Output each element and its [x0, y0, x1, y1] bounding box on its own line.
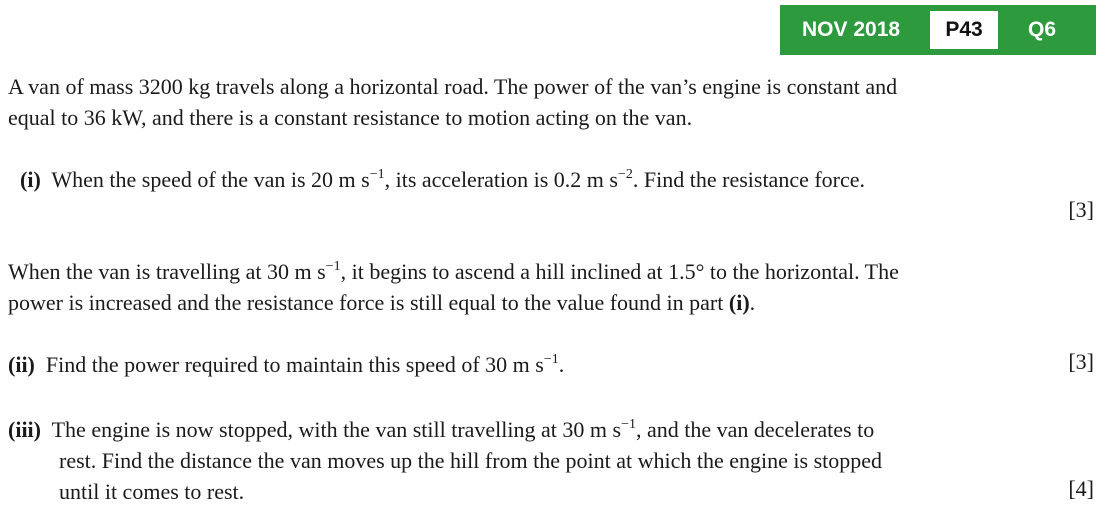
part-iii-label: (iii) [8, 417, 41, 442]
context-line-1: When the van is travelling at 30 m $s^{-1}$, it begins to ascend a hill inclined at 1.5° to the horizontal. The [8, 259, 899, 284]
part-iii-question [8, 414, 1098, 507]
part-iii-marks: [4] [1068, 476, 1094, 501]
part-ii-label: (ii) [8, 352, 35, 377]
part-iii-line-1: (iii) The engine is now stopped, with the van still travelling at 30 m $s^{-1}$, and the van decelerates to [8, 417, 875, 442]
exam-session: NOV 2018 [802, 18, 901, 41]
context-paragraph [8, 256, 1098, 318]
part-i-question [20, 164, 865, 195]
unit-exponent: −2 [617, 167, 633, 182]
unit-exponent: −1 [543, 352, 559, 367]
part-i-text: , its acceleration is 0.2 m s [384, 167, 618, 192]
question-number: Q6 [1028, 18, 1057, 41]
part-reference: (i) [728, 290, 750, 315]
question-badge [780, 5, 1096, 55]
unit-exponent: −1 [621, 417, 636, 432]
intro-line-2: equal to 36 kW, and there is a constant resistance to motion acting on the van. [8, 105, 693, 130]
part-i-label: (i) [20, 167, 41, 192]
paper-code: P43 [930, 11, 998, 49]
context-line-2: power is increased and the resistance force is still equal to the value found in part (i). [8, 290, 756, 315]
part-ii-question [8, 349, 564, 380]
unit-exponent: −1 [325, 259, 341, 274]
part-ii-text: Find the power required to maintain this speed of 30 m s [45, 352, 544, 377]
part-i-marks: [3] [1068, 197, 1094, 222]
part-i-text: When the speed of the van is 20 m s [51, 167, 370, 192]
intro-line-1: A van of mass 3200 kg travels along a horizontal road. The power of the van’s engine is constant and [8, 74, 898, 99]
part-ii-marks: [3] [1068, 349, 1094, 374]
part-iii-line-3: until it comes to rest. [59, 479, 245, 504]
unit-exponent: −1 [369, 167, 385, 182]
part-ii-text: . [558, 352, 565, 377]
part-iii-line-2: rest. Find the distance the van moves up the hill from the point at which the engine is stopped [59, 448, 883, 473]
part-i-text: . Find the resistance force. [632, 167, 866, 192]
intro-paragraph [8, 71, 1098, 133]
